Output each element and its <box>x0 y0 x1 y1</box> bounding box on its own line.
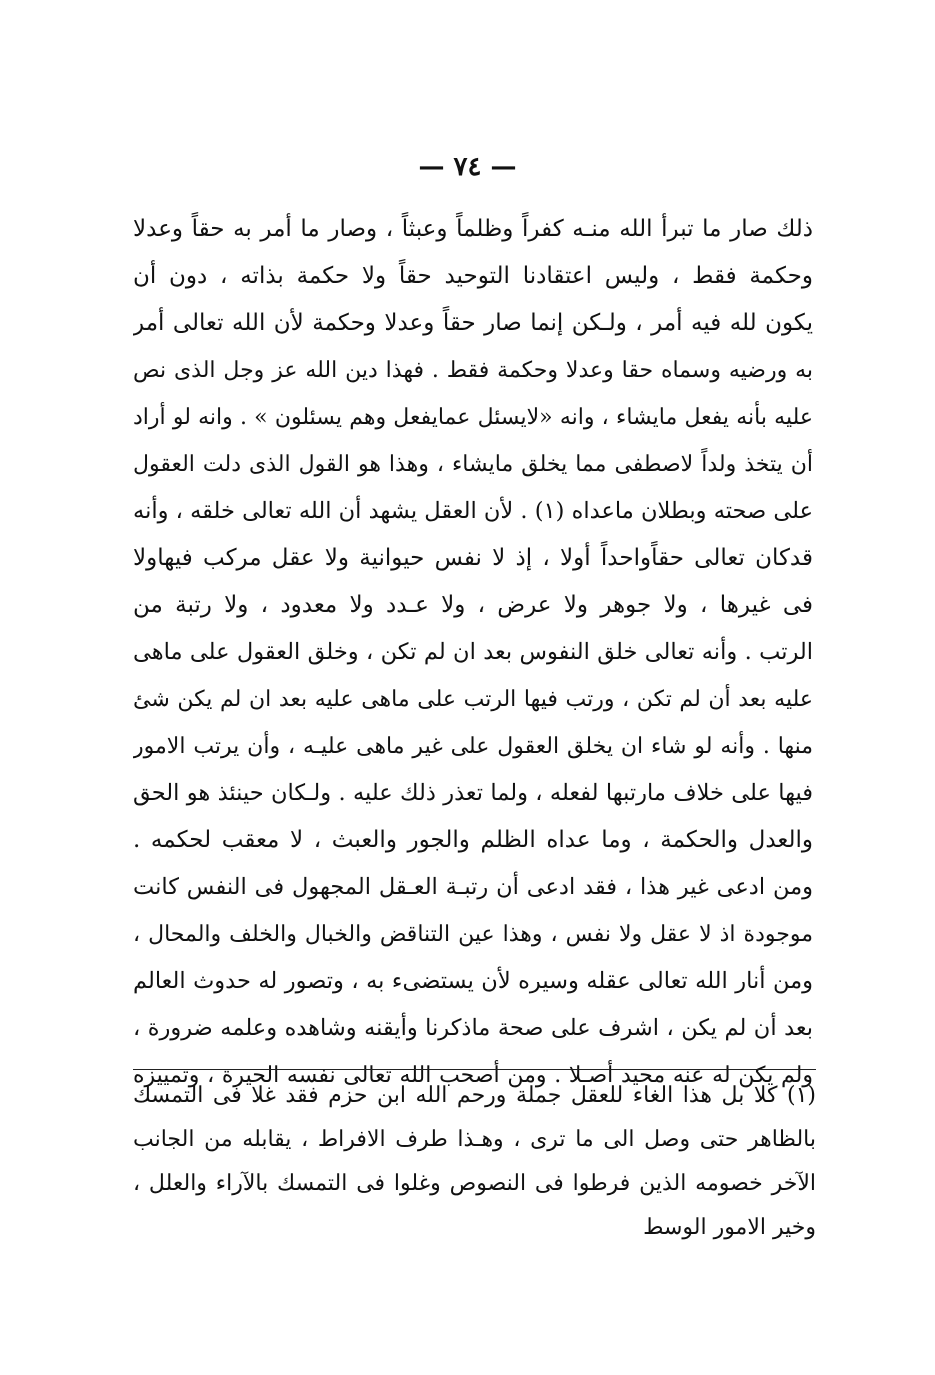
body-line: ومن أنار الله تعالى عقله وسيره لأن يستضىء به ، وتصور له حدوث العالم <box>133 968 813 994</box>
body-line: به ورضيه وسماه حقا وعدلا وحكمة فقط . فهذا دين الله عز وجل الذى نص <box>133 358 813 383</box>
body-line: موجودة اذ لا عقل ولا نفس ، وهذا عين التناقض والخبال والخلف والمحال ، <box>133 922 813 947</box>
body-line: ذلك صار ما تبرأ الله منـه كفراً وظلماً وعبثاً ، وصار ما أمر به حقاً وعدلا <box>133 216 813 242</box>
body-line: يكون لله فيه أمر ، ولـكن إنما صار حقاً وعدلا وحكمة لأن الله تعالى أمر <box>133 310 813 336</box>
body-line: على صحته وبطلان ماعداه (١) . لأن العقل يشهد أن الله تعالى خلقه ، وأنه <box>133 498 813 524</box>
body-line: فى غيرها ، ولا جوهر ولا عرض ، ولا عـدد ولا معدود ، ولا رتبة من <box>133 592 813 618</box>
body-text <box>133 206 813 1099</box>
body-line: وحكمة فقط ، وليس اعتقادنا التوحيد حقاً ولا حكمة بذاته ، دون أن <box>133 263 813 289</box>
body-line: عليه بعد أن لم تكن ، ورتب فيها الرتب على ماهى عليه بعد ان لم يكن شئ <box>133 687 813 712</box>
body-line: قدكان تعالى حقاًواحداً أولا ، إذ لا نفس حيوانية ولا عقل مركب فيهاولا <box>133 545 813 571</box>
body-line: بعد أن لم يكن ، اشرف على صحة ماذكرنا وأيقنه وشاهده وعلمه ضرورة ، <box>133 1015 813 1041</box>
body-line: فيها على خلاف مارتبها لفعله ، ولما تعذر ذلك عليه . ولـكان حينئذ هو الحق <box>133 780 813 806</box>
body-line: والعدل والحكمة ، وما عداه الظلم والجور والعبث ، لا معقب لحكمه . <box>133 827 813 853</box>
body-line: ولم يكن له عنه محيد أصـلا . ومن أصحب الله تعالى نفسه الحيرة ، وتمييزه <box>133 1063 813 1088</box>
body-line: منها . وأنه لو شاء ان يخلق العقول على غير ماهى عليـه ، وأن يرتب الامور <box>133 734 813 759</box>
footnote-divider <box>133 1069 816 1070</box>
footnote-line: (١) كلا بل هذا الغاء للعقل جملة ورحم الله ابن حزم فقد غلا فى التمسك <box>133 1083 816 1108</box>
page-number: — ٧٤ — <box>418 152 517 182</box>
footnote-line: بالظاهر حتى وصل الى ما ترى ، وهـذا طرف الافراط ، يقابله من الجانب <box>133 1127 816 1152</box>
body-line: أن يتخذ ولداً لاصطفى مما يخلق مايشاء ، وهذا هو القول الذى دلت العقول <box>133 452 813 477</box>
footnote <box>133 1074 816 1250</box>
body-line: عليه بأنه يفعل مايشاء ، وانه «لايسئل عمايفعل وهم يسئلون » . وانه لو أراد <box>133 405 813 430</box>
footnote-line: الآخر خصومه الذين فرطوا فى النصوص وغلوا فى التمسك بالآراء والعلل ، <box>133 1171 816 1196</box>
body-line: ومن ادعى غير هذا ، فقد ادعى أن رتبـة العـقل المجهول فى النفس كانت <box>133 874 813 900</box>
footnote-line: وخير الامور الوسط <box>643 1215 816 1240</box>
body-line: الرتب . وأنه تعالى خلق النفوس بعد ان لم تكن ، وخلق العقول على ماهى <box>133 639 813 665</box>
